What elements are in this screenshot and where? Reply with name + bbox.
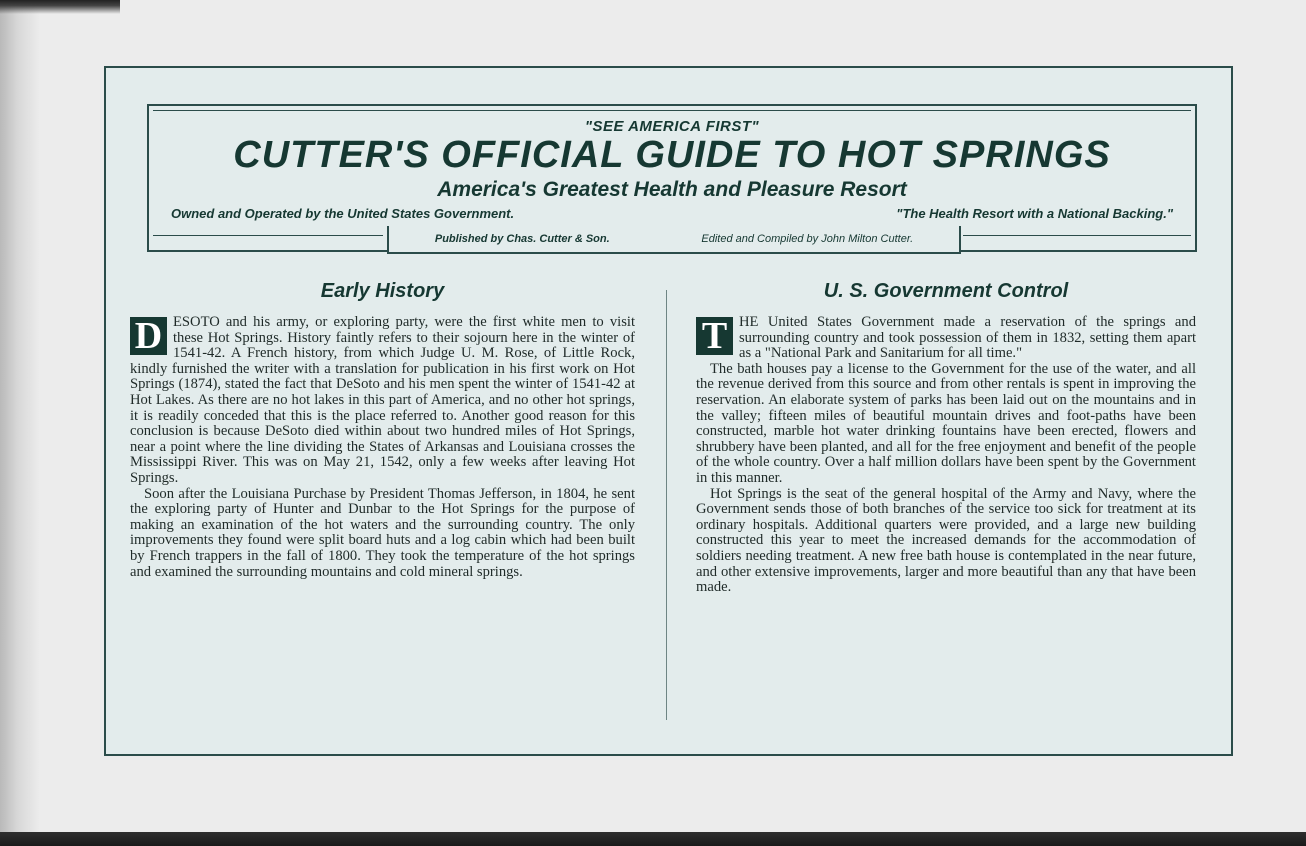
government-control-text-1: HE United States Government made a reservation of the springs and surrounding country and took possession of them in 1832, setting them apart as a "National Park and Sanitarium for all time."	[739, 314, 1196, 362]
column-divider	[666, 290, 667, 720]
government-control-heading: U. S. Government Control	[823, 280, 1069, 302]
dropcap-d: D	[130, 317, 167, 355]
banner-subtitle: America's Greatest Health and Pleasure Resort	[437, 178, 907, 201]
banner-motto: "The Health Resort with a National Backing."	[896, 206, 1173, 221]
government-control-paragraph-1	[696, 315, 1196, 362]
early-history-text-1: ESOTO and his army, or exploring party, were the first white men to visit these Hot Springs. History faintly refers to their sojourn here in the winter of 1541-42. A French history, from which Judge U. M. Rose, of Little Rock, kindly furnished the writer with a translation for publication in his first work on Hot Springs (1874), stated the fact that DeSoto and his men spent the winter of 1541-42 at Hot Lakes. As there are no hot lakes in this part of America, and no other hot springs, it is readily conceded that this is the place referred to. Another good reason for this conclusion is because DeSoto died within about two hundred miles of Hot Springs, near a point where the line dividing the States of Arkansas and Louisiana crosses the Mississippi River. This was on May 21, 1542, only a few weeks after leaving Hot Springs.	[130, 314, 635, 486]
page-bottom-edge	[0, 832, 1306, 846]
dropcap-t: T	[696, 317, 733, 355]
guide-card	[104, 66, 1233, 756]
page-gutter-shadow	[0, 0, 40, 846]
banner-inner-rule	[153, 110, 1191, 111]
banner-bottom-rule-right	[963, 235, 1191, 236]
publisher-credit: Published by Chas. Cutter & Son.	[434, 233, 610, 245]
publisher-box	[387, 226, 961, 254]
government-control-column	[696, 280, 1196, 596]
early-history-heading: Early History	[320, 280, 445, 302]
government-control-paragraph-2: The bath houses pay a license to the Government for the use of the water, and all the revenue derived from this source and from other rentals is spent in improving the reservation. An elaborate system of parks has been laid out on the mountains and in the valley; fifteen miles of beautiful mountain drives and foot-paths have been constructed, marble hot water drinking fountains have been erected, flowers and shrubbery have been planted, and all for the free enjoyment and benefit of the people of the whole country. Over a half million dollars have been spent by the Government in this manner.	[696, 360, 1196, 486]
government-control-paragraph-3: Hot Springs is the seat of the general hospital of the Army and Navy, where the Government sends those of both branches of the service too sick for treatment at its ordinary hospitals. Additional quarters were provided, and a large new building constructed this year to meet the increased demands for the accommodation of soldiers needing treatment. A new free bath house is contemplated in the near future, and other extensive improvements, larger and more beautiful than any that have been made.	[696, 485, 1196, 596]
page-top-edge	[0, 0, 120, 14]
banner-bottom-rule-left	[153, 235, 383, 236]
early-history-paragraph-2: Soon after the Louisiana Purchase by President Thomas Jefferson, in 1804, he sent the exploring party of Hunter and Dunbar to the Hot Springs for the purpose of making an examination of the hot waters and the surrounding country. The only improvements they found were split board huts and a log cabin which had been built by French trappers in the fall of 1800. They took the temperature of the hot springs and examined the surrounding mountains and cold mineral springs.	[130, 485, 635, 580]
editor-credit: Edited and Compiled by John Milton Cutter.	[701, 233, 914, 245]
banner-title: CUTTER'S OFFICIAL GUIDE TO HOT SPRINGS	[233, 134, 1111, 176]
early-history-column	[130, 280, 635, 580]
title-banner	[147, 104, 1197, 252]
early-history-paragraph-1	[130, 315, 635, 487]
banner-owned-line: Owned and Operated by the United States Government.	[171, 206, 515, 221]
banner-tagline: "SEE AMERICA FIRST"	[584, 118, 760, 135]
